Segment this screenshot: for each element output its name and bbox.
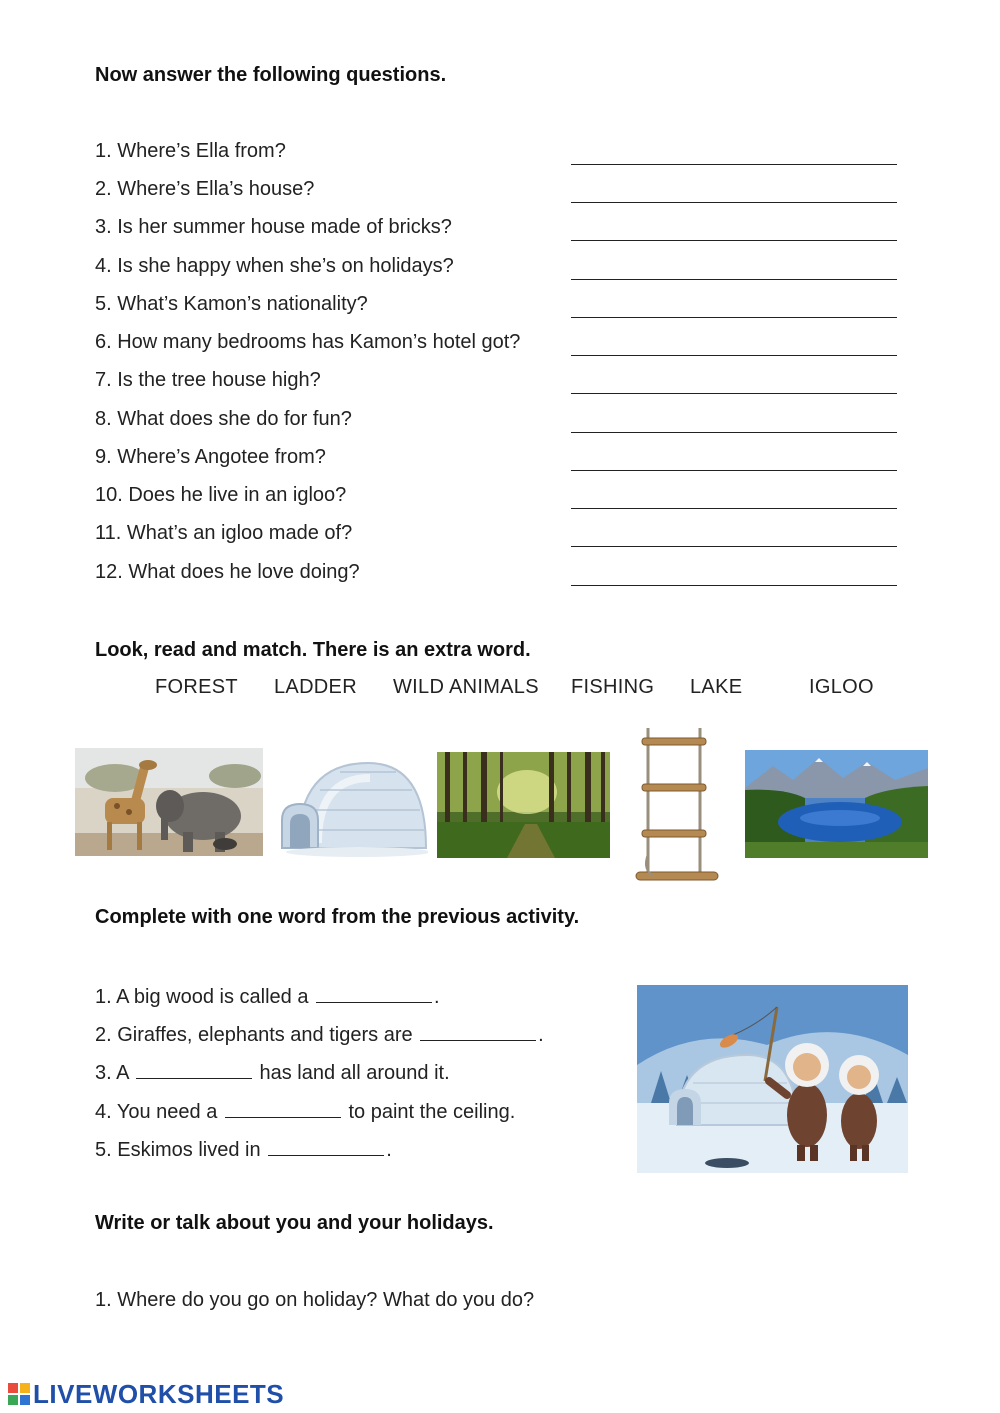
answer-field[interactable] bbox=[571, 484, 897, 509]
question-text: 5. What’s Kamon’s nationality? bbox=[95, 293, 368, 315]
question-row bbox=[95, 561, 900, 591]
answer-field[interactable] bbox=[571, 408, 897, 433]
sentence-start: 4. You need a bbox=[95, 1101, 218, 1123]
eskimo-fishing-picture bbox=[637, 985, 908, 1173]
sentence-start: 1. A big wood is called a bbox=[95, 986, 309, 1008]
sentence-end: . bbox=[386, 1139, 392, 1161]
logo-text: LIVEWORKSHEETS bbox=[33, 1378, 285, 1409]
blank-field[interactable] bbox=[420, 1020, 536, 1041]
section-heading-questions: Now answer the following questions. bbox=[95, 64, 447, 86]
sentence-end: to paint the ceiling. bbox=[348, 1101, 516, 1123]
ladder-picture[interactable] bbox=[620, 724, 730, 888]
question-text: 7. Is the tree house high? bbox=[95, 369, 321, 391]
sentence-row bbox=[95, 1135, 392, 1162]
question-row bbox=[95, 484, 900, 514]
answer-field[interactable] bbox=[571, 255, 897, 280]
question-row bbox=[95, 255, 900, 285]
forest-picture[interactable] bbox=[437, 752, 610, 858]
sentence-end: has land all around it. bbox=[259, 1062, 450, 1084]
question-row bbox=[95, 369, 900, 399]
word-fishing[interactable]: FISHING bbox=[571, 676, 655, 698]
question-text: 9. Where’s Angotee from? bbox=[95, 446, 326, 468]
question-row bbox=[95, 178, 900, 208]
answer-field[interactable] bbox=[571, 369, 897, 394]
sentence-row bbox=[95, 1020, 544, 1047]
sentence-start: 5. Eskimos lived in bbox=[95, 1139, 261, 1161]
blank-field[interactable] bbox=[268, 1135, 384, 1156]
section-heading-match: Look, read and match. There is an extra word. bbox=[95, 639, 531, 661]
lake-picture[interactable] bbox=[745, 750, 928, 858]
sentence-end: . bbox=[538, 1024, 544, 1046]
word-forest[interactable]: FOREST bbox=[155, 676, 238, 698]
answer-field[interactable] bbox=[571, 522, 897, 547]
answer-field[interactable] bbox=[571, 446, 897, 471]
answer-field[interactable] bbox=[571, 561, 897, 586]
logo-icon bbox=[8, 1383, 30, 1405]
answer-field[interactable] bbox=[571, 178, 897, 203]
question-text: 1. Where’s Ella from? bbox=[95, 140, 286, 162]
question-text: 3. Is her summer house made of bricks? bbox=[95, 216, 452, 238]
sentence-row bbox=[95, 1097, 515, 1124]
word-wild-animals[interactable]: WILD ANIMALS bbox=[393, 676, 539, 698]
question-row bbox=[95, 216, 900, 246]
answer-field[interactable] bbox=[571, 216, 897, 241]
section-heading-complete: Complete with one word from the previous activity. bbox=[95, 906, 580, 928]
question-row bbox=[95, 293, 900, 323]
question-text: 12. What does he love doing? bbox=[95, 561, 360, 583]
sentence-end: . bbox=[434, 986, 440, 1008]
holiday-question: 1. Where do you go on holiday? What do you do? bbox=[95, 1289, 535, 1311]
question-row bbox=[95, 140, 900, 170]
word-lake[interactable]: LAKE bbox=[690, 676, 743, 698]
wild-animals-picture[interactable] bbox=[75, 748, 263, 856]
igloo-picture[interactable] bbox=[278, 748, 428, 866]
question-text: 11. What’s an igloo made of? bbox=[95, 522, 353, 544]
blank-field[interactable] bbox=[136, 1058, 252, 1079]
word-ladder[interactable]: LADDER bbox=[274, 676, 357, 698]
answer-field[interactable] bbox=[571, 293, 897, 318]
sentence-start: 2. Giraffes, elephants and tigers are bbox=[95, 1024, 413, 1046]
question-row bbox=[95, 522, 900, 552]
question-text: 8. What does she do for fun? bbox=[95, 408, 352, 430]
question-text: 4. Is she happy when she’s on holidays? bbox=[95, 255, 454, 277]
section-heading-holidays: Write or talk about you and your holidays. bbox=[95, 1212, 494, 1234]
sentence-row bbox=[95, 1058, 450, 1085]
answer-field[interactable] bbox=[571, 331, 897, 356]
sentence-row bbox=[95, 982, 440, 1009]
question-text: 2. Where’s Ella’s house? bbox=[95, 178, 315, 200]
question-row bbox=[95, 331, 900, 361]
liveworksheets-logo[interactable] bbox=[8, 1380, 284, 1408]
sentence-start: 3. A bbox=[95, 1062, 129, 1084]
question-row bbox=[95, 446, 900, 476]
blank-field[interactable] bbox=[316, 982, 432, 1003]
answer-field[interactable] bbox=[571, 140, 897, 165]
question-text: 10. Does he live in an igloo? bbox=[95, 484, 347, 506]
question-row bbox=[95, 408, 900, 438]
word-igloo[interactable]: IGLOO bbox=[809, 676, 874, 698]
question-text: 6. How many bedrooms has Kamon’s hotel got? bbox=[95, 331, 521, 353]
blank-field[interactable] bbox=[225, 1097, 341, 1118]
